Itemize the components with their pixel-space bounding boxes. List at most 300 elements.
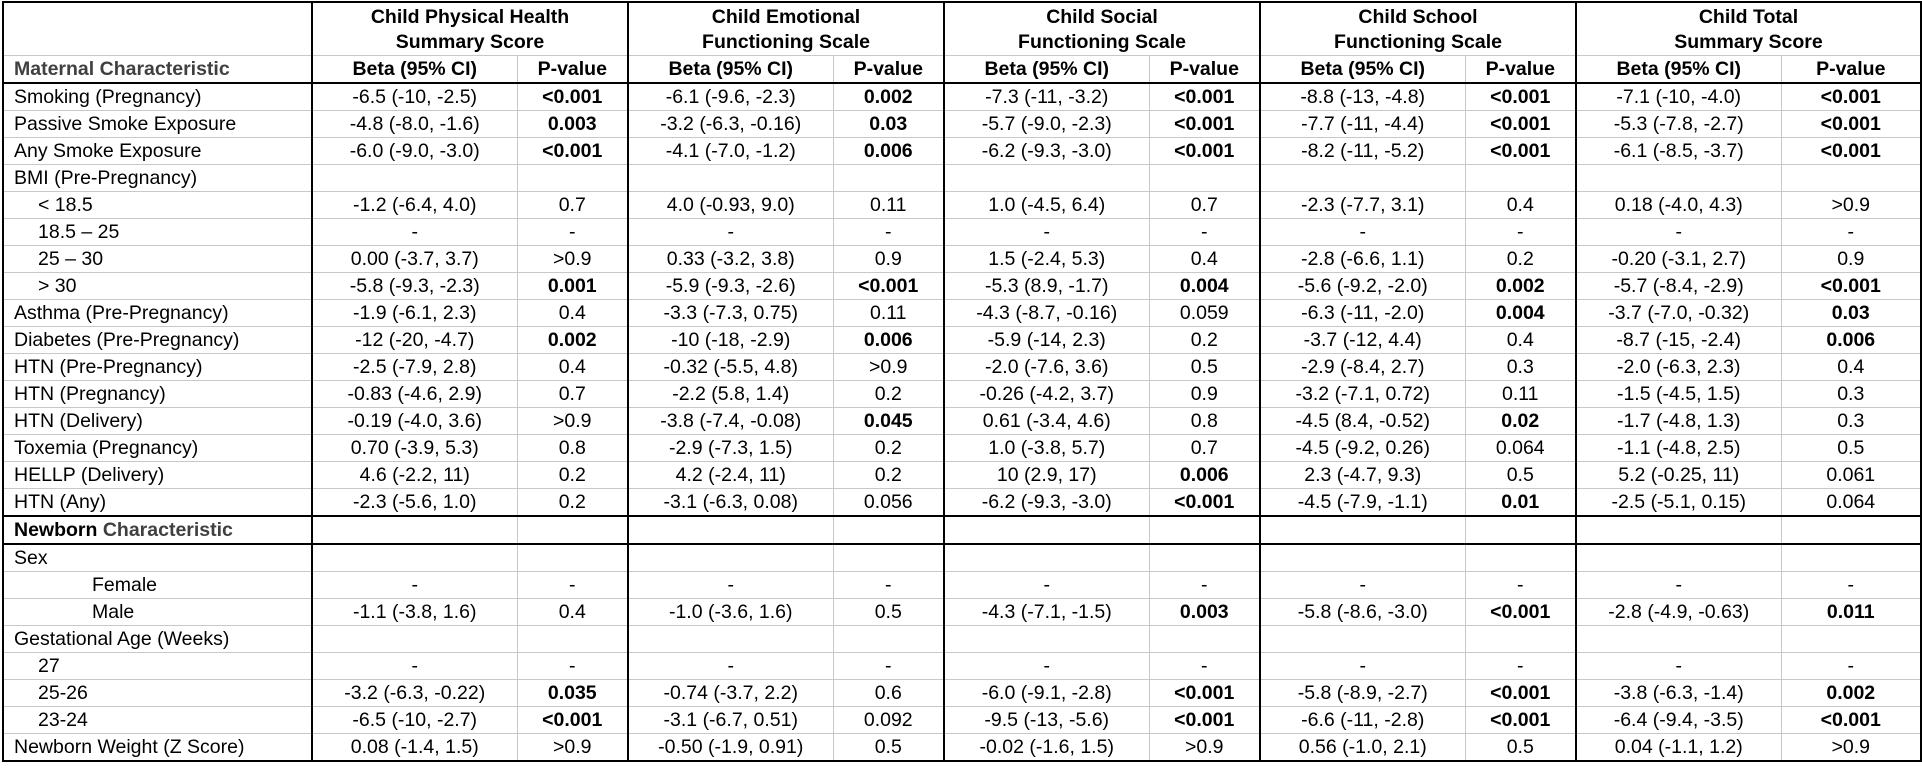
beta-cell: -5.9 (-14, 2.3)	[944, 327, 1149, 354]
p-value-cell: <0.001	[1465, 680, 1576, 707]
beta-cell: -12 (-20, -4.7)	[312, 327, 517, 354]
p-value-header: P-value	[1465, 56, 1576, 84]
p-value-cell	[833, 165, 944, 192]
p-value-cell: 0.003	[517, 111, 628, 138]
p-value-cell: 0.056	[833, 489, 944, 517]
p-value-cell	[517, 544, 628, 572]
table-row-18-5-25	[3, 219, 1921, 246]
group-header-emotional	[628, 2, 944, 56]
p-value-cell: 0.03	[1781, 300, 1921, 327]
p-value-cell: -	[517, 653, 628, 680]
table-row-smoking-pregnancy	[3, 83, 1921, 111]
row-label: HTN (Delivery)	[3, 408, 312, 435]
p-value-cell: >0.9	[1781, 192, 1921, 219]
beta-cell: -6.5 (-10, -2.7)	[312, 707, 517, 734]
group-header-social	[944, 2, 1260, 56]
beta-cell: -3.8 (-7.4, -0.08)	[628, 408, 833, 435]
group-title: Child Total Summary Score	[1674, 6, 1823, 53]
p-value-cell: 0.4	[517, 354, 628, 381]
group-header-total	[1576, 2, 1921, 56]
beta-cell: -7.1 (-10, -4.0)	[1576, 83, 1781, 111]
p-value-cell: 0.045	[833, 408, 944, 435]
row-label: < 18.5	[3, 192, 312, 219]
table-row-male	[3, 599, 1921, 626]
beta-cell: -0.83 (-4.6, 2.9)	[312, 381, 517, 408]
p-value-cell: -	[1781, 572, 1921, 599]
p-value-cell: 0.4	[1781, 354, 1921, 381]
beta-cell: -	[628, 219, 833, 246]
row-label: 25 – 30	[3, 246, 312, 273]
p-value-cell: >0.9	[1149, 734, 1260, 762]
beta-cell: -0.02 (-1.6, 1.5)	[944, 734, 1149, 762]
characteristic-word: Characteristic	[97, 519, 233, 541]
table-row-23-24	[3, 707, 1921, 734]
p-value-cell: <0.001	[1465, 111, 1576, 138]
results-table	[2, 1, 1922, 762]
beta-cell: 4.6 (-2.2, 11)	[312, 462, 517, 489]
beta-cell: 0.70 (-3.9, 5.3)	[312, 435, 517, 462]
table-row-18-5	[3, 192, 1921, 219]
p-value-cell: 0.9	[1781, 246, 1921, 273]
beta-cell: -0.19 (-4.0, 3.6)	[312, 408, 517, 435]
beta-cell	[944, 544, 1149, 572]
row-label: HTN (Pregnancy)	[3, 381, 312, 408]
p-value-cell: 0.2	[1465, 246, 1576, 273]
p-value-cell: 0.7	[1149, 435, 1260, 462]
newborn-section	[3, 516, 1921, 544]
p-value-cell: >0.9	[517, 408, 628, 435]
p-value-cell	[833, 544, 944, 572]
row-label: Any Smoke Exposure	[3, 138, 312, 165]
row-label: > 30	[3, 273, 312, 300]
p-value-cell: <0.001	[1149, 138, 1260, 165]
p-value-cell: -	[517, 219, 628, 246]
beta-cell: -4.5 (-7.9, -1.1)	[1260, 489, 1465, 517]
beta-header: Beta (95% CI)	[628, 56, 833, 84]
p-value-cell: -	[1149, 653, 1260, 680]
beta-cell: -	[1576, 572, 1781, 599]
beta-cell: -6.6 (-11, -2.8)	[1260, 707, 1465, 734]
p-value-cell: 0.004	[1465, 300, 1576, 327]
p-value-cell: <0.001	[1149, 707, 1260, 734]
beta-cell: -6.1 (-8.5, -3.7)	[1576, 138, 1781, 165]
p-value-cell: -	[517, 572, 628, 599]
beta-cell: -	[1576, 653, 1781, 680]
beta-cell	[1260, 165, 1465, 192]
beta-cell: 4.0 (-0.93, 9.0)	[628, 192, 833, 219]
beta-cell	[1260, 626, 1465, 653]
p-value-cell: 0.6	[833, 680, 944, 707]
p-value-cell: <0.001	[1781, 138, 1921, 165]
p-value-cell: >0.9	[517, 246, 628, 273]
beta-cell: -3.2 (-6.3, -0.22)	[312, 680, 517, 707]
p-value-cell: <0.001	[1781, 83, 1921, 111]
p-value-cell: 0.7	[517, 381, 628, 408]
beta-cell	[944, 626, 1149, 653]
beta-cell: -0.20 (-3.1, 2.7)	[1576, 246, 1781, 273]
beta-cell: -5.3 (8.9, -1.7)	[944, 273, 1149, 300]
table-row-htn-any	[3, 489, 1921, 517]
p-value-cell: 0.02	[1465, 408, 1576, 435]
p-value-cell: 0.2	[833, 462, 944, 489]
beta-cell	[312, 165, 517, 192]
newborn-header-row	[3, 516, 1921, 544]
beta-cell: -10 (-18, -2.9)	[628, 327, 833, 354]
p-value-cell: <0.001	[1149, 83, 1260, 111]
p-value-cell: 0.092	[833, 707, 944, 734]
beta-cell: -2.8 (-6.6, 1.1)	[1260, 246, 1465, 273]
beta-cell: -5.9 (-9.3, -2.6)	[628, 273, 833, 300]
beta-cell	[944, 165, 1149, 192]
p-value-cell: 0.006	[1781, 327, 1921, 354]
row-label: Diabetes (Pre-Pregnancy)	[3, 327, 312, 354]
table-row-htn-pre-pregnancy	[3, 354, 1921, 381]
beta-cell: -2.3 (-7.7, 3.1)	[1260, 192, 1465, 219]
beta-cell: 2.3 (-4.7, 9.3)	[1260, 462, 1465, 489]
p-value-cell: -	[833, 653, 944, 680]
group-title: Child Emotional Functioning Scale	[702, 6, 870, 53]
maternal-rows	[3, 83, 1921, 516]
p-value-cell: 0.035	[517, 680, 628, 707]
row-label: Sex	[3, 544, 312, 572]
p-value-cell: 0.8	[1149, 408, 1260, 435]
table-row-htn-delivery	[3, 408, 1921, 435]
p-value-cell	[1781, 544, 1921, 572]
table-row-toxemia-pregnancy	[3, 435, 1921, 462]
beta-cell: -2.0 (-6.3, 2.3)	[1576, 354, 1781, 381]
beta-cell: -3.8 (-6.3, -1.4)	[1576, 680, 1781, 707]
row-label: HELLP (Delivery)	[3, 462, 312, 489]
beta-cell: -	[944, 219, 1149, 246]
beta-cell: -5.7 (-8.4, -2.9)	[1576, 273, 1781, 300]
beta-cell: -5.7 (-9.0, -2.3)	[944, 111, 1149, 138]
p-value-cell: <0.001	[1781, 707, 1921, 734]
p-value-cell: 0.002	[1465, 273, 1576, 300]
row-label: Newborn Weight (Z Score)	[3, 734, 312, 762]
beta-cell: -2.0 (-7.6, 3.6)	[944, 354, 1149, 381]
beta-cell: -5.8 (-8.9, -2.7)	[1260, 680, 1465, 707]
beta-cell: -4.5 (-9.2, 0.26)	[1260, 435, 1465, 462]
p-value-cell: <0.001	[517, 83, 628, 111]
p-value-cell: 0.006	[833, 138, 944, 165]
beta-cell: -5.3 (-7.8, -2.7)	[1576, 111, 1781, 138]
beta-cell: -2.9 (-8.4, 2.7)	[1260, 354, 1465, 381]
p-value-cell: 0.4	[1465, 192, 1576, 219]
beta-cell: 0.61 (-3.4, 4.6)	[944, 408, 1149, 435]
table-row-bmi-pre-pregnancy	[3, 165, 1921, 192]
beta-cell: -3.7 (-12, 4.4)	[1260, 327, 1465, 354]
column-header-row	[3, 56, 1921, 84]
p-value-cell: -	[1465, 653, 1576, 680]
row-label: 27	[3, 653, 312, 680]
beta-cell: -	[1260, 653, 1465, 680]
p-value-cell: 0.8	[517, 435, 628, 462]
p-value-cell	[517, 626, 628, 653]
beta-cell: -0.74 (-3.7, 2.2)	[628, 680, 833, 707]
beta-cell: -6.4 (-9.4, -3.5)	[1576, 707, 1781, 734]
p-value-cell: 0.004	[1149, 273, 1260, 300]
beta-cell: -6.1 (-9.6, -2.3)	[628, 83, 833, 111]
beta-cell: 0.04 (-1.1, 1.2)	[1576, 734, 1781, 762]
p-value-cell: 0.3	[1465, 354, 1576, 381]
row-label: 18.5 – 25	[3, 219, 312, 246]
newborn-characteristic-header	[3, 516, 312, 544]
p-value-cell: <0.001	[1465, 599, 1576, 626]
group-header-school	[1260, 2, 1576, 56]
beta-cell	[628, 165, 833, 192]
p-value-cell: 0.7	[1149, 192, 1260, 219]
beta-cell: -5.8 (-9.3, -2.3)	[312, 273, 517, 300]
row-label: BMI (Pre-Pregnancy)	[3, 165, 312, 192]
p-value-cell: <0.001	[1465, 83, 1576, 111]
p-value-cell: -	[1149, 572, 1260, 599]
beta-cell: -5.8 (-8.6, -3.0)	[1260, 599, 1465, 626]
beta-cell	[312, 626, 517, 653]
table-row-gestational-age-weeks	[3, 626, 1921, 653]
beta-cell: -3.7 (-7.0, -0.32)	[1576, 300, 1781, 327]
beta-cell: -1.5 (-4.5, 1.5)	[1576, 381, 1781, 408]
beta-cell: -4.3 (-7.1, -1.5)	[944, 599, 1149, 626]
beta-cell	[1576, 626, 1781, 653]
p-value-cell: 0.11	[1465, 381, 1576, 408]
beta-cell	[312, 544, 517, 572]
beta-cell: -1.1 (-3.8, 1.6)	[312, 599, 517, 626]
p-value-cell: 0.11	[833, 192, 944, 219]
beta-cell: -1.1 (-4.8, 2.5)	[1576, 435, 1781, 462]
beta-cell: -5.6 (-9.2, -2.0)	[1260, 273, 1465, 300]
p-value-cell: 0.9	[1149, 381, 1260, 408]
beta-cell: -8.7 (-15, -2.4)	[1576, 327, 1781, 354]
row-label: Toxemia (Pregnancy)	[3, 435, 312, 462]
beta-cell: -	[1260, 219, 1465, 246]
p-value-cell: >0.9	[833, 354, 944, 381]
beta-cell: -1.9 (-6.1, 2.3)	[312, 300, 517, 327]
beta-cell: 1.0 (-4.5, 6.4)	[944, 192, 1149, 219]
beta-cell: -0.50 (-1.9, 0.91)	[628, 734, 833, 762]
p-value-cell: >0.9	[1781, 734, 1921, 762]
p-value-cell: 0.4	[517, 300, 628, 327]
p-value-cell: 0.001	[517, 273, 628, 300]
group-title: Child Physical Health Summary Score	[370, 6, 570, 53]
p-value-cell	[1465, 626, 1576, 653]
beta-cell: -1.0 (-3.6, 1.6)	[628, 599, 833, 626]
p-value-cell: 0.059	[1149, 300, 1260, 327]
table-row-diabetes-pre-pregnancy	[3, 327, 1921, 354]
beta-cell: -7.3 (-11, -3.2)	[944, 83, 1149, 111]
p-value-cell	[1149, 626, 1260, 653]
beta-cell: -2.5 (-7.9, 2.8)	[312, 354, 517, 381]
p-value-cell: 0.5	[1465, 462, 1576, 489]
row-label: Smoking (Pregnancy)	[3, 83, 312, 111]
beta-cell	[1260, 544, 1465, 572]
beta-cell: 0.18 (-4.0, 4.3)	[1576, 192, 1781, 219]
p-value-cell: 0.4	[517, 599, 628, 626]
beta-cell: 0.08 (-1.4, 1.5)	[312, 734, 517, 762]
beta-cell: -	[944, 572, 1149, 599]
p-value-cell: 0.7	[517, 192, 628, 219]
p-value-cell: <0.001	[833, 273, 944, 300]
beta-cell: -2.5 (-5.1, 0.15)	[1576, 489, 1781, 517]
beta-cell: -3.1 (-6.3, 0.08)	[628, 489, 833, 517]
beta-cell: 1.0 (-3.8, 5.7)	[944, 435, 1149, 462]
beta-cell: 4.2 (-2.4, 11)	[628, 462, 833, 489]
beta-cell: -3.1 (-6.7, 0.51)	[628, 707, 833, 734]
p-value-cell: 0.006	[1149, 462, 1260, 489]
p-value-cell	[1465, 165, 1576, 192]
beta-cell: -	[312, 572, 517, 599]
row-label: Female	[3, 572, 312, 599]
table-row-newborn-weight-z-score	[3, 734, 1921, 762]
group-title: Child School Functioning Scale	[1334, 6, 1502, 53]
p-value-cell: 0.002	[517, 327, 628, 354]
p-value-cell: 0.11	[833, 300, 944, 327]
beta-cell: -6.2 (-9.3, -3.0)	[944, 489, 1149, 517]
table-row-any-smoke-exposure	[3, 138, 1921, 165]
beta-cell: -4.1 (-7.0, -1.2)	[628, 138, 833, 165]
p-value-cell: <0.001	[1781, 111, 1921, 138]
beta-cell: 0.00 (-3.7, 3.7)	[312, 246, 517, 273]
p-value-cell: 0.3	[1781, 381, 1921, 408]
p-value-cell: 0.002	[833, 83, 944, 111]
beta-cell: -	[628, 572, 833, 599]
p-value-header: P-value	[1781, 56, 1921, 84]
beta-cell: -2.3 (-5.6, 1.0)	[312, 489, 517, 517]
p-value-header: P-value	[517, 56, 628, 84]
beta-cell: -4.5 (8.4, -0.52)	[1260, 408, 1465, 435]
beta-cell	[1576, 165, 1781, 192]
beta-cell: -6.2 (-9.3, -3.0)	[944, 138, 1149, 165]
p-value-cell: <0.001	[1149, 489, 1260, 517]
beta-cell: -0.32 (-5.5, 4.8)	[628, 354, 833, 381]
beta-cell: 0.56 (-1.0, 2.1)	[1260, 734, 1465, 762]
p-value-cell: -	[833, 572, 944, 599]
p-value-cell: 0.5	[833, 599, 944, 626]
beta-cell: -	[628, 653, 833, 680]
p-value-cell	[833, 626, 944, 653]
beta-cell: -3.3 (-7.3, 0.75)	[628, 300, 833, 327]
table-row-asthma-pre-pregnancy	[3, 300, 1921, 327]
beta-cell	[628, 626, 833, 653]
p-value-cell: 0.2	[833, 435, 944, 462]
beta-header: Beta (95% CI)	[1260, 56, 1465, 84]
table-row-passive-smoke-exposure	[3, 111, 1921, 138]
p-value-cell: 0.03	[833, 111, 944, 138]
row-label: 23-24	[3, 707, 312, 734]
p-value-cell: 0.003	[1149, 599, 1260, 626]
beta-cell: -	[1260, 572, 1465, 599]
beta-cell: -1.2 (-6.4, 4.0)	[312, 192, 517, 219]
p-value-cell: 0.002	[1781, 680, 1921, 707]
beta-cell: -6.0 (-9.1, -2.8)	[944, 680, 1149, 707]
beta-cell: -	[944, 653, 1149, 680]
p-value-cell: 0.3	[1781, 408, 1921, 435]
row-label: Gestational Age (Weeks)	[3, 626, 312, 653]
beta-cell: -	[1576, 219, 1781, 246]
beta-cell: -2.2 (5.8, 1.4)	[628, 381, 833, 408]
beta-cell: 0.33 (-3.2, 3.8)	[628, 246, 833, 273]
p-value-cell	[1781, 626, 1921, 653]
p-value-cell: <0.001	[1149, 680, 1260, 707]
p-value-cell: 0.2	[517, 489, 628, 517]
p-value-cell: <0.001	[1465, 138, 1576, 165]
beta-cell	[1576, 544, 1781, 572]
p-value-cell: <0.001	[517, 138, 628, 165]
p-value-cell: -	[1781, 219, 1921, 246]
beta-cell	[628, 544, 833, 572]
row-label: Asthma (Pre-Pregnancy)	[3, 300, 312, 327]
p-value-cell	[1465, 544, 1576, 572]
p-value-cell: 0.2	[833, 381, 944, 408]
beta-cell: -7.7 (-11, -4.4)	[1260, 111, 1465, 138]
beta-cell: -6.3 (-11, -2.0)	[1260, 300, 1465, 327]
p-value-cell: 0.4	[1465, 327, 1576, 354]
p-value-cell: 0.9	[833, 246, 944, 273]
p-value-cell: 0.064	[1781, 489, 1921, 517]
p-value-cell	[1149, 165, 1260, 192]
p-value-cell: 0.4	[1149, 246, 1260, 273]
beta-cell: -3.2 (-7.1, 0.72)	[1260, 381, 1465, 408]
group-header-row	[3, 2, 1921, 56]
p-value-cell: 0.01	[1465, 489, 1576, 517]
row-label: HTN (Any)	[3, 489, 312, 517]
beta-header: Beta (95% CI)	[1576, 56, 1781, 84]
p-value-cell: 0.5	[1781, 435, 1921, 462]
p-value-cell: 0.2	[1149, 327, 1260, 354]
beta-cell: -	[312, 653, 517, 680]
p-value-header: P-value	[1149, 56, 1260, 84]
p-value-cell: 0.061	[1781, 462, 1921, 489]
p-value-cell: -	[833, 219, 944, 246]
beta-cell: -6.0 (-9.0, -3.0)	[312, 138, 517, 165]
corner-cell	[3, 2, 312, 56]
p-value-cell: <0.001	[1781, 273, 1921, 300]
beta-cell: -8.2 (-11, -5.2)	[1260, 138, 1465, 165]
maternal-characteristic-header: Maternal Characteristic	[3, 56, 312, 84]
p-value-cell: <0.001	[517, 707, 628, 734]
p-value-cell	[1781, 165, 1921, 192]
table-row-25-26	[3, 680, 1921, 707]
beta-cell: -1.7 (-4.8, 1.3)	[1576, 408, 1781, 435]
beta-header: Beta (95% CI)	[944, 56, 1149, 84]
p-value-cell	[517, 165, 628, 192]
table-row-htn-pregnancy	[3, 381, 1921, 408]
p-value-cell: -	[1781, 653, 1921, 680]
p-value-cell	[1149, 544, 1260, 572]
newborn-rows	[3, 544, 1921, 761]
beta-cell: 1.5 (-2.4, 5.3)	[944, 246, 1149, 273]
beta-cell: -4.3 (-8.7, -0.16)	[944, 300, 1149, 327]
newborn-word: Newborn	[14, 519, 98, 541]
beta-cell: -8.8 (-13, -4.8)	[1260, 83, 1465, 111]
beta-cell: -	[312, 219, 517, 246]
p-value-cell: 0.5	[1465, 734, 1576, 762]
beta-cell: -9.5 (-13, -5.6)	[944, 707, 1149, 734]
p-value-cell: 0.2	[517, 462, 628, 489]
group-header-physical	[312, 2, 628, 56]
p-value-cell: -	[1465, 572, 1576, 599]
beta-cell: 10 (2.9, 17)	[944, 462, 1149, 489]
p-value-cell: -	[1465, 219, 1576, 246]
beta-cell: 5.2 (-0.25, 11)	[1576, 462, 1781, 489]
table-row-25-30	[3, 246, 1921, 273]
row-label: 25-26	[3, 680, 312, 707]
p-value-cell: 0.064	[1465, 435, 1576, 462]
p-value-cell: 0.006	[833, 327, 944, 354]
beta-cell: -6.5 (-10, -2.5)	[312, 83, 517, 111]
row-label: HTN (Pre-Pregnancy)	[3, 354, 312, 381]
p-value-cell: 0.011	[1781, 599, 1921, 626]
table-row-27	[3, 653, 1921, 680]
